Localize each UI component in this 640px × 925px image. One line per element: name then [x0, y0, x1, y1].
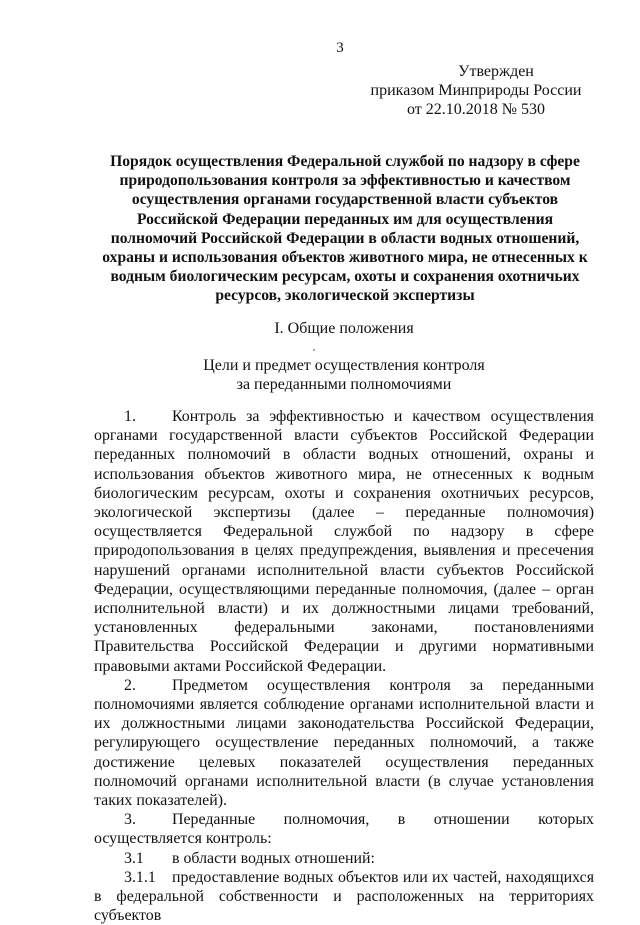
sub-item-text: предоставление водных объектов или их частей, находящихся в федеральной собственности и расположенных на территориях субъектов	[94, 868, 594, 925]
paragraph-1	[94, 407, 594, 676]
approval-line-date: от 22.10.2018 № 530	[406, 101, 546, 118]
sub-item-3-1-1	[94, 868, 594, 925]
paragraph-3	[94, 810, 594, 848]
subheading-line-2: за переданными полномочиями	[236, 376, 452, 393]
paragraph-number: 3.	[124, 811, 136, 829]
sub-item-text: в области водных отношений:	[172, 849, 375, 867]
document-title: Порядок осуществления Федеральной службой по надзору в сфере природопользования контроля за эффективностью и качеством осуществления органами государственной власти субъектов Российской Федерации переданных им для осуществления полномочий Российской Федерации в области водных отношений, охраны и использования объектов животного мира, не отнесенных к водным биологическим ресурсам, охоты и сохранения охотничьих ресурсов, экологической экспертизы	[102, 153, 588, 305]
paragraph-text: Предметом осуществления контроля за переданными полномочиями является соблюдение органами исполнительной власти и их должностными лицами законодательства Российской Федерации, регулирующего осуществление переданных полномочий, а также достижение целевых показателей осуществления переданных полномочий органами исполнительной власти (в случае установления таких показателей).	[94, 676, 594, 810]
approval-line-order: приказом Минприроды России	[370, 82, 582, 99]
sub-item-number: 3.1	[124, 849, 144, 867]
paragraph-text: Переданные полномочия, в отношении которых осуществляется контроль:	[94, 811, 594, 848]
section-subheading	[94, 356, 594, 394]
section-heading: I. Общие положения	[274, 320, 414, 337]
approval-line-approved: Утвержден	[458, 63, 534, 80]
approval-stamp	[360, 62, 592, 119]
sub-item-3-1	[94, 849, 594, 868]
sub-item-number: 3.1.1	[124, 868, 156, 886]
document-body	[94, 407, 594, 925]
scan-speck	[313, 349, 315, 351]
paragraph-number: 1.	[124, 408, 136, 425]
page-number: 3	[336, 40, 344, 56]
paragraph-number: 2.	[124, 676, 136, 694]
paragraph-2	[94, 676, 594, 810]
paragraph-text: Контроль за эффективностью и качеством осуществления органами государственной власти субъектов Российской Федерации переданных полномочий в области водных отношений, охраны и использования объектов животного мира, не отнесенных к водным биологическим ресурсам, охоты и сохранения охотничьих ресурсов, экологической экспертизы (далее – переданные полномочия) осуществляется Федеральной службой по надзору в сфере природопользования в целях предупреждения, выявления и пресечения нарушений органами исполнительной власти субъектов Российской Федерации, осуществляющими переданные полномочия, (далее – орган исполнительной власти) и их должностными лицами требований, установленных федеральными законами, постановлениями Правительства Российской Федерации и другими нормативными правовыми актами Российской Федерации.	[94, 408, 594, 675]
subheading-line-1: Цели и предмет осуществления контроля	[203, 357, 485, 374]
